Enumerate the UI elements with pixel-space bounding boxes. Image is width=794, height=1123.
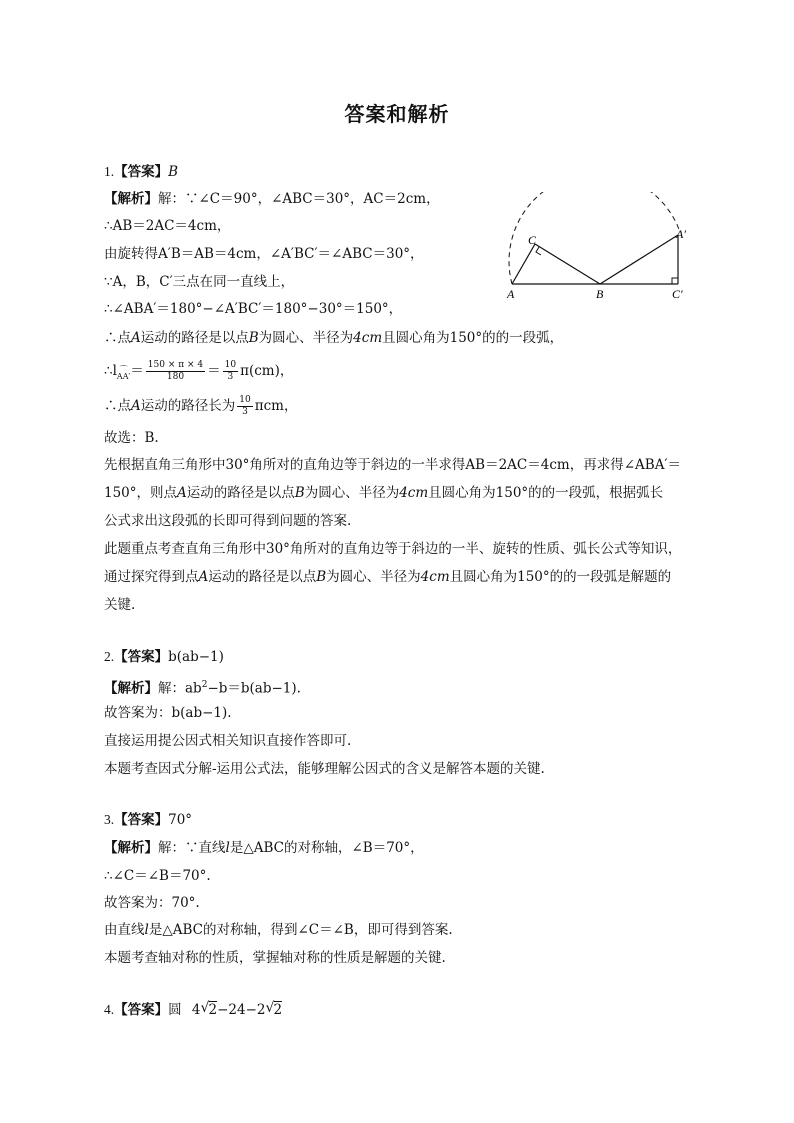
q1-l6-point-b: B [248, 330, 259, 346]
q2-analysis-tag: 【解析】 [104, 680, 158, 697]
q1-p2-part: 通过探究得到点 [104, 569, 199, 585]
q1-fraction-2 [223, 360, 238, 383]
q2-analysis-line-3: 直接运用提公因式相关知识直接作答即可. [104, 733, 352, 749]
q1-rotation-figure [500, 192, 700, 307]
q3-analysis-line-5: 本题考查轴对称的性质，掌握轴对称的性质是解题的关键. [104, 950, 446, 966]
q1-p2-point-b: B [316, 569, 327, 585]
q1-summary-line-2 [104, 483, 663, 503]
q1-review-line-1: 此题重点考查直角三角形中30°角所对的直角边等于斜边的一半、旋转的性质、弧长公式等知识， [104, 541, 682, 557]
q4-answer-b-part: 4 [191, 1002, 201, 1018]
q2-l1-part: 解：ab [158, 680, 202, 697]
q1-p1-part: 为圆心、半径为 [304, 485, 400, 501]
q2-answer-line [104, 647, 224, 667]
q1-fraction-1-den: 180 [166, 372, 185, 382]
q3-l1-part: 是△ABC的对称轴，∠B＝70°， [229, 840, 424, 856]
label-c: C [528, 233, 537, 247]
q1-p1-radius: 4cm [399, 485, 429, 501]
q1-l8-part: ∴点 [104, 398, 131, 414]
q1-analysis-line-5: ∴∠ABA′＝180°−∠A′BC′＝180°−30°＝150°， [104, 301, 403, 317]
q1-analysis-line-8 [104, 395, 297, 418]
q1-l6-part: 为圆心、半径为 [258, 330, 354, 346]
q3-answer-line [104, 810, 192, 830]
q1-p2-radius: 4cm [420, 569, 450, 585]
q3-l4-part: 是△ABC的对称轴，得到∠C＝∠B，即可得到答案. [148, 922, 453, 938]
q1-review-line-2 [104, 567, 671, 587]
q1-fraction-1 [146, 360, 205, 383]
right-angle-mark-c [536, 247, 541, 255]
q4-answer-tag: 【答案】 [114, 1002, 169, 1018]
q1-arc-subscript [116, 365, 131, 381]
arc-mark-icon: ⌒ [119, 365, 128, 374]
q1-fraction-2-den: 3 [227, 372, 234, 382]
sqrt-icon: √ [200, 1000, 210, 1016]
label-c-prime: C′ [672, 287, 683, 301]
right-angle-mark-c2 [672, 278, 678, 284]
q3-l1-part: 解：∵直线 [158, 840, 226, 856]
q3-answer-tag: 【答案】 [114, 812, 169, 828]
label-b: B [596, 287, 604, 301]
q1-analysis-line-2: ∴AB＝2AC＝4cm， [104, 218, 231, 234]
q2-l1-part: −b＝b(ab−1). [207, 680, 301, 697]
q1-l8-part: 运动的路径长为 [140, 398, 236, 414]
q1-answer: B [168, 164, 179, 180]
q3-analysis-line-4 [104, 920, 453, 940]
q4-sqrt-2 [266, 1000, 283, 1020]
q3-number: 3. [104, 812, 115, 827]
sqrt-icon: √ [265, 1000, 275, 1016]
q1-l6-part: 运动的路径是以点 [140, 330, 249, 346]
q1-p1-part: 150°，则点 [104, 485, 178, 501]
q1-p1-point-b: B [294, 485, 305, 501]
q1-fraction-1-num: 150 × π × 4 [147, 360, 204, 370]
q1-l8-point-a: A [131, 398, 141, 414]
q1-arc-length-symbol: ∴l [104, 363, 117, 379]
q1-fraction-3 [237, 395, 252, 418]
q1-l7-suffix: π(cm)， [240, 363, 294, 379]
q3-analysis-line-1 [104, 838, 424, 858]
q2-exponent: 2 [201, 680, 208, 690]
q1-analysis-text-1: 解：∵∠C＝90°，∠ABC＝30°，AC＝2cm， [158, 191, 440, 207]
q2-number: 2. [104, 649, 115, 664]
q1-summary-line-1: 先根据直角三角形中30°角所对的直角边等于斜边的一半求得AB＝2AC＝4cm，再求得∠ABA′＝ [104, 457, 682, 473]
q4-answer-b-part: −24−2 [217, 1002, 266, 1018]
q1-fraction-2-num: 10 [224, 360, 237, 370]
q1-analysis-line-6 [104, 328, 563, 348]
segment-ac [512, 244, 535, 284]
q3-answer: 70° [168, 812, 193, 828]
q1-l8-part: πcm， [254, 398, 298, 414]
page-title: 答案和解析 [344, 102, 450, 126]
q1-analysis-line-3: 由旋转得A′B＝AB＝4cm，∠A′BC′＝∠ABC＝30°， [104, 246, 424, 262]
q1-equals: ＝ [130, 363, 144, 379]
q1-p2-point-a: A [198, 569, 209, 585]
q4-sqrt-1-value: 2 [208, 1002, 218, 1018]
q1-p1-part: 运动的路径是以点 [186, 485, 295, 501]
q4-sqrt-1 [201, 1000, 218, 1020]
q2-answer: b(ab−1) [168, 649, 224, 665]
segment-cb [535, 244, 600, 284]
q1-number: 1. [104, 164, 115, 179]
q3-analysis-line-2: ∴∠C＝∠B＝70°. [104, 868, 211, 884]
q1-l6-point-a: A [131, 330, 141, 346]
q1-analysis-line-1 [104, 189, 440, 209]
segment-ba2 [600, 235, 678, 284]
q1-fraction-3-num: 10 [239, 395, 251, 405]
q1-review-line-3: 关键. [104, 597, 136, 613]
label-a: A [507, 287, 515, 301]
q1-analysis-line-7 [104, 360, 293, 387]
q2-analysis-line-4: 本题考查因式分解-运用公式法，能够理解公因式的含义是解答本题的关键. [104, 761, 545, 777]
q1-p2-part: 运动的路径是以点 [208, 569, 317, 585]
q1-summary-line-3: 公式求出这段弧的长即可得到问题的答案. [104, 513, 352, 529]
q3-line-l: l [225, 840, 230, 856]
q1-equals: ＝ [207, 363, 221, 379]
q4-number: 4. [104, 1002, 115, 1017]
q3-analysis-line-3: 故答案为：70°. [104, 895, 200, 911]
q1-fraction-3-den: 3 [242, 407, 248, 417]
q2-analysis-line-1 [104, 675, 301, 699]
q1-analysis-line-4: ∵A，B，C′三点在同一直线上， [104, 274, 295, 290]
q3-line-l: l [144, 922, 149, 938]
q1-l6-part: 且圆心角为150°的的一段弧， [382, 330, 564, 346]
q1-p2-part: 为圆心、半径为 [326, 569, 421, 585]
label-a-prime: A′ [676, 227, 686, 241]
q1-p1-part: 且圆心角为150°的的一段弧，根据弧长 [428, 485, 664, 501]
q3-analysis-tag: 【解析】 [104, 840, 158, 856]
q1-l6-radius: 4cm [353, 330, 383, 346]
q4-answer-a: 圆 [168, 1002, 182, 1018]
q3-l4-part: 由直线 [104, 922, 145, 938]
q1-p1-point-a: A [177, 485, 187, 501]
q1-analysis-tag: 【解析】 [104, 191, 158, 207]
q4-answer-line [104, 1000, 282, 1020]
q1-p2-part: 且圆心角为150°的的一段弧是解题的 [449, 569, 672, 585]
q1-choice-line: 故选：B. [104, 430, 159, 446]
q2-analysis-line-2: 故答案为：b(ab−1). [104, 705, 232, 721]
q2-answer-tag: 【答案】 [114, 649, 169, 665]
q1-answer-tag: 【答案】 [114, 164, 169, 180]
q1-arc-subscript-text: AA′ [116, 372, 131, 381]
q1-answer-line [104, 162, 178, 182]
q1-l6-part: ∴点 [104, 330, 131, 346]
q4-sqrt-2-value: 2 [273, 1002, 283, 1018]
